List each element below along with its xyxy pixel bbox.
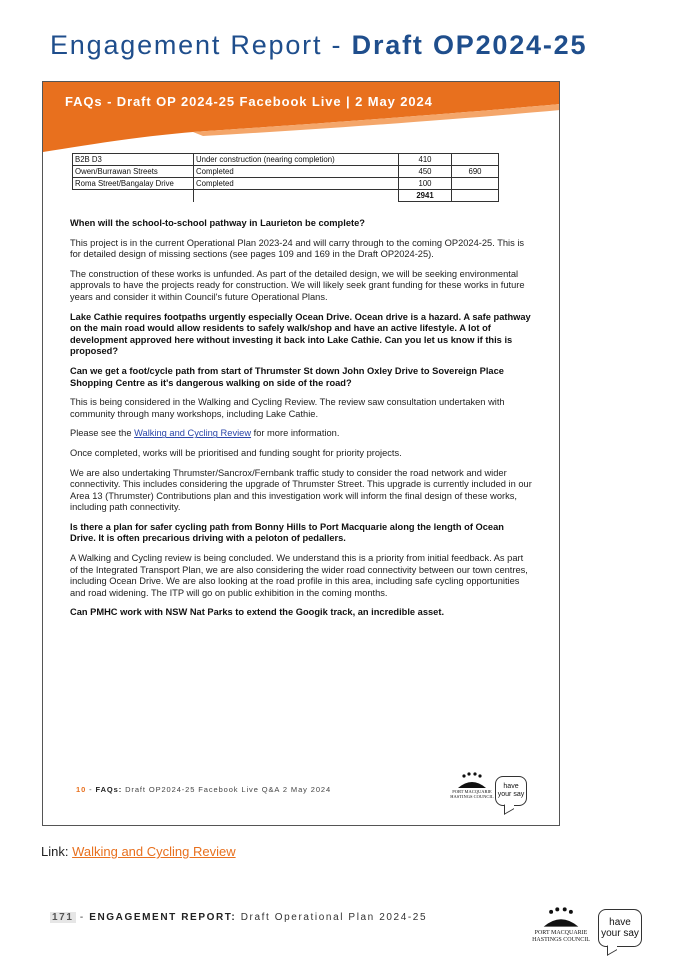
table-cell-name: Roma Street/Bangalay Drive — [73, 178, 194, 190]
table-total-row — [73, 190, 499, 202]
table-cell-subtotal: 690 — [452, 166, 499, 178]
document-header-banner — [43, 82, 560, 152]
table-cell-status: Completed — [194, 178, 399, 190]
faq-question: When will the school-to-school pathway in Laurieton be complete? — [70, 218, 365, 228]
table-cell-subtotal — [452, 154, 499, 166]
have-your-say-badge: have your say — [598, 909, 642, 947]
faq-question: Can we get a foot/cycle path from start of Thrumster St down John Oxley Drive to Sovereign Place Shopping Centre as it's dangerous walking on side of the road? — [70, 365, 504, 388]
table-cell-name: Owen/Burrawan Streets — [73, 166, 194, 178]
faq-answer: This project is in the current Operational Plan 2023-24 and will carry through to the coming OP2024-25. This is for detailed design of missing sections (see pages 109 and 169 in the Draft OP2024-25). — [70, 237, 525, 260]
faq-question: Can PMHC work with NSW Nat Parks to extend the Googik track, an incredible asset. — [70, 607, 445, 618]
document-footer: 10 - FAQs: Draft OP2024-25 Facebook Live Q&A 2 May 2024 — [76, 785, 332, 794]
table-cell-length: 100 — [399, 178, 452, 190]
table-cell-status: Completed — [194, 166, 399, 178]
faq-answer: This is being considered in the Walking and Cycling Review. The review saw consultation undertaken with community through many workshops, including Lake Cathie. — [70, 397, 505, 419]
table-cell-length: 410 — [399, 154, 452, 166]
document-footer-label: FAQs: — [95, 785, 123, 794]
faq-answer: Once completed, works will be prioritised and funding sought for priority projects. — [70, 447, 402, 458]
have-your-say-badge-small: have your say — [495, 776, 527, 806]
council-logo-icon — [455, 772, 489, 790]
table-total-value: 2941 — [399, 190, 452, 202]
document-page-number: 10 — [76, 785, 87, 794]
table-cell-status: Under construction (nearing completion) — [194, 154, 399, 166]
council-name: PORT MACQUARIE HASTINGS COUNCIL — [532, 930, 590, 943]
footer-text: Draft Operational Plan 2024-25 — [236, 912, 428, 923]
document-footer-text: Draft OP2024-25 Facebook Live Q&A 2 May 2024 — [122, 785, 332, 794]
table-row — [73, 154, 499, 166]
table-row — [73, 166, 499, 178]
faq-question: Is there a plan for safer cycling path from Bonny Hills to Port Macquarie along the length of Ocean Drive. It is often precarious driving with a peloton of pedallers. — [70, 521, 504, 544]
council-name: PORT MACQUARIE HASTINGS COUNCIL — [450, 789, 494, 799]
orange-banner-shape — [43, 82, 560, 152]
walking-cycling-review-link[interactable]: Walking and Cycling Review — [72, 844, 236, 859]
faq-answer-with-link: Please see the Walking and Cycling Review for more information. — [70, 428, 340, 439]
table-cell-name: B2B D3 — [73, 154, 194, 166]
faq-question: Lake Cathie requires footpaths urgently especially Ocean Drive. Ocean drive is a hazard. A safe pathway on the main road would allow residents to safely walk/shop and have an active lifestyle. A lot of development approved here without investing it back into Lake Cathie. Can you let us know if this is proposed? — [70, 311, 531, 357]
table-cell-length: 450 — [399, 166, 452, 178]
council-logo-icon — [540, 906, 582, 930]
faq-answer: A Walking and Cycling review is being concluded. We understand this is a priority from initial feedback. As part of the Integrated Transport Plan, we are also considering the wider road connectivity between our town centres, including Ocean Drive. We are also looking at the road profile in this area, including safe cycling opportunities and road widening. The ITP will go on public exhibition in the coming months. — [70, 553, 528, 598]
link-line: Link: Walking and Cycling Review — [41, 844, 236, 859]
title-prefix: Engagement Report - — [50, 30, 352, 60]
title-bold: Draft OP2024-25 — [351, 30, 588, 60]
page-title — [50, 30, 587, 61]
document-header-title: FAQs - Draft OP 2024-25 Facebook Live | 2 May 2024 — [65, 94, 433, 109]
faq-answer: The construction of these works is unfunded. As part of the detailed design, we will be seeking environmental approvals to have the projects ready for construction. We will likely seek grant funding for these works in future years and consider it within Council's future Operational Plans. — [70, 268, 525, 302]
faq-answer: We are also undertaking Thrumster/Sancrox/Fernbank traffic study to consider the road network and wider connectivity. This includes considering the upgrade of Thrumster Street. This upgrade is currently included in our Area 13 (Thrumster) Contributions plan and this investigation work will inform the final design of these works, including path connectivity. — [70, 467, 532, 513]
footer-label: ENGAGEMENT REPORT: — [89, 912, 237, 923]
walking-cycling-review-link[interactable]: Walking and Cycling Review — [134, 428, 252, 439]
page-footer: 171 - ENGAGEMENT REPORT: Draft Operational Plan 2024-25 — [52, 912, 428, 923]
page-number: 171 — [52, 912, 74, 923]
table-cell-subtotal — [452, 178, 499, 190]
table-row — [73, 178, 499, 190]
embedded-document — [42, 81, 560, 826]
council-logo — [526, 906, 596, 943]
council-logo-small — [441, 772, 503, 800]
path-length-table — [72, 153, 499, 202]
faq-body — [70, 218, 532, 627]
